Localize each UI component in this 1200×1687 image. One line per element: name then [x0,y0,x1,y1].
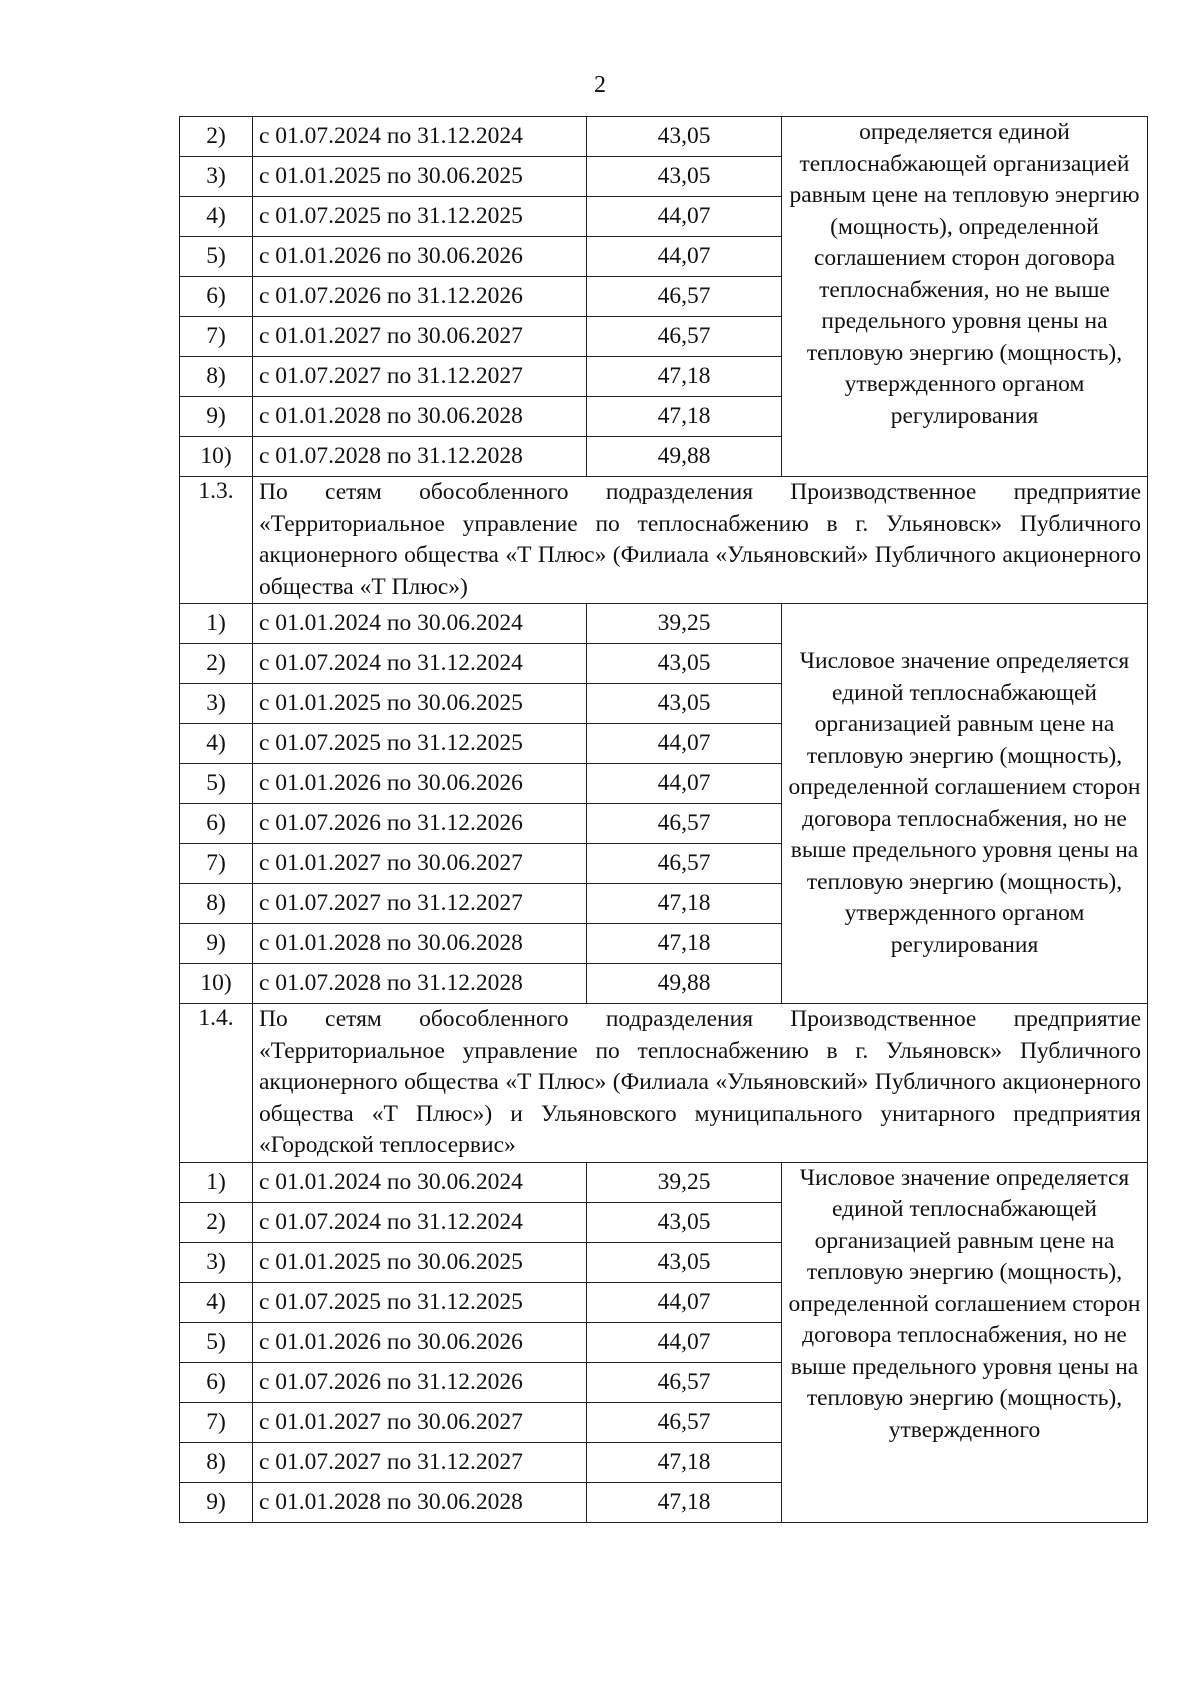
row-number: 7) [180,1402,253,1442]
period-cell: с 01.07.2026 по 31.12.2026 [253,1362,587,1402]
period-cell: с 01.01.2025 по 30.06.2025 [253,684,587,724]
period-cell: с 01.01.2027 по 30.06.2027 [253,317,587,357]
value-cell: 47,18 [587,1442,782,1482]
row-number: 6) [180,1362,253,1402]
value-cell: 44,07 [587,724,782,764]
section-title: По сетям обособленного подразделения Производственное предприятие «Территориальное управление по теплоснабжению в г. Ульяновск» Публичного акционерного общества «Т Плюс» (Филиала «Ульяновский» Публичного акционерного общества «Т Плюс») [253,477,1148,604]
period-cell: с 01.01.2028 по 30.06.2028 [253,1482,587,1522]
period-cell: с 01.01.2024 по 30.06.2024 [253,604,587,644]
period-cell: с 01.01.2027 по 30.06.2027 [253,844,587,884]
row-number: 4) [180,724,253,764]
note-cell: Числовое значение определяется единой теплоснабжающей организацией равным цене на тепловую энергию (мощность), определенной соглашением сторон договора теплоснабжения, но не выше предельного уровня цены на тепловую энергию (мощность), утвержденного органом регулирования [782,604,1148,1004]
table-row [180,604,1148,644]
row-number: 9) [180,924,253,964]
value-cell: 43,05 [587,1202,782,1242]
row-number: 5) [180,237,253,277]
period-cell: с 01.07.2027 по 31.12.2027 [253,884,587,924]
row-number: 2) [180,1202,253,1242]
value-cell: 44,07 [587,197,782,237]
row-number: 2) [180,117,253,157]
period-cell: с 01.01.2026 по 30.06.2026 [253,237,587,277]
period-cell: с 01.07.2025 по 31.12.2025 [253,1282,587,1322]
note-cell: Числовое значение определяется единой теплоснабжающей организацией равным цене на тепловую энергию (мощность), определенной соглашением сторон договора теплоснабжения, но не выше предельного уровня цены на тепловую энергию (мощность), утвержденного [782,1162,1148,1522]
value-cell: 43,05 [587,1242,782,1282]
row-number: 3) [180,157,253,197]
value-cell: 46,57 [587,804,782,844]
value-cell: 46,57 [587,1362,782,1402]
row-number: 5) [180,764,253,804]
period-cell: с 01.01.2024 по 30.06.2024 [253,1162,587,1202]
row-number: 6) [180,277,253,317]
period-cell: с 01.07.2026 по 31.12.2026 [253,277,587,317]
value-cell: 44,07 [587,237,782,277]
section-number: 1.4. [180,1004,253,1163]
value-cell: 46,57 [587,844,782,884]
table-row [180,117,1148,157]
value-cell: 47,18 [587,884,782,924]
period-cell: с 01.07.2025 по 31.12.2025 [253,724,587,764]
value-cell: 43,05 [587,117,782,157]
period-cell: с 01.01.2025 по 30.06.2025 [253,1242,587,1282]
period-cell: с 01.07.2028 по 31.12.2028 [253,437,587,477]
value-cell: 46,57 [587,317,782,357]
value-cell: 47,18 [587,357,782,397]
period-cell: с 01.07.2027 по 31.12.2027 [253,357,587,397]
value-cell: 44,07 [587,1282,782,1322]
row-number: 5) [180,1322,253,1362]
row-number: 9) [180,397,253,437]
row-number: 3) [180,1242,253,1282]
note-cell: определяется единой теплоснабжающей организацией равным цене на тепловую энергию (мощность), определенной соглашением сторон договора теплоснабжения, но не выше предельного уровня цены на тепловую энергию (мощность), утвержденного органом регулирования [782,117,1148,477]
row-number: 4) [180,1282,253,1322]
period-cell: с 01.07.2024 по 31.12.2024 [253,644,587,684]
value-cell: 43,05 [587,684,782,724]
period-cell: с 01.07.2024 по 31.12.2024 [253,117,587,157]
section-number: 1.3. [180,477,253,604]
section-header-row [180,477,1148,604]
period-cell: с 01.01.2028 по 30.06.2028 [253,397,587,437]
row-number: 7) [180,844,253,884]
value-cell: 44,07 [587,1322,782,1362]
period-cell: с 01.07.2026 по 31.12.2026 [253,804,587,844]
row-number: 1) [180,1162,253,1202]
value-cell: 43,05 [587,157,782,197]
period-cell: с 01.01.2027 по 30.06.2027 [253,1402,587,1442]
row-number: 9) [180,1482,253,1522]
tariff-table [179,116,1148,1523]
value-cell: 46,57 [587,1402,782,1442]
value-cell: 49,88 [587,964,782,1004]
row-number: 10) [180,437,253,477]
value-cell: 44,07 [587,764,782,804]
row-number: 8) [180,357,253,397]
row-number: 4) [180,197,253,237]
period-cell: с 01.01.2028 по 30.06.2028 [253,924,587,964]
page-number: 2 [594,72,606,98]
period-cell: с 01.07.2024 по 31.12.2024 [253,1202,587,1242]
section-header-row [180,1004,1148,1163]
value-cell: 39,25 [587,1162,782,1202]
value-cell: 39,25 [587,604,782,644]
row-number: 3) [180,684,253,724]
value-cell: 46,57 [587,277,782,317]
row-number: 6) [180,804,253,844]
period-cell: с 01.01.2026 по 30.06.2026 [253,764,587,804]
period-cell: с 01.07.2025 по 31.12.2025 [253,197,587,237]
period-cell: с 01.07.2028 по 31.12.2028 [253,964,587,1004]
period-cell: с 01.07.2027 по 31.12.2027 [253,1442,587,1482]
value-cell: 49,88 [587,437,782,477]
row-number: 10) [180,964,253,1004]
row-number: 8) [180,884,253,924]
row-number: 2) [180,644,253,684]
period-cell: с 01.01.2025 по 30.06.2025 [253,157,587,197]
row-number: 8) [180,1442,253,1482]
value-cell: 43,05 [587,644,782,684]
value-cell: 47,18 [587,397,782,437]
section-title: По сетям обособленного подразделения Производственное предприятие «Территориальное управление по теплоснабжению в г. Ульяновск» Публичного акционерного общества «Т Плюс» (Филиала «Ульяновский» Публичного акционерного общества «Т Плюс») и Ульяновского муниципального унитарного предприятия «Городской теплосервис» [253,1004,1148,1163]
tariff-table-body [180,117,1148,1523]
value-cell: 47,18 [587,924,782,964]
row-number: 1) [180,604,253,644]
table-row [180,1162,1148,1202]
value-cell: 47,18 [587,1482,782,1522]
period-cell: с 01.01.2026 по 30.06.2026 [253,1322,587,1362]
row-number: 7) [180,317,253,357]
